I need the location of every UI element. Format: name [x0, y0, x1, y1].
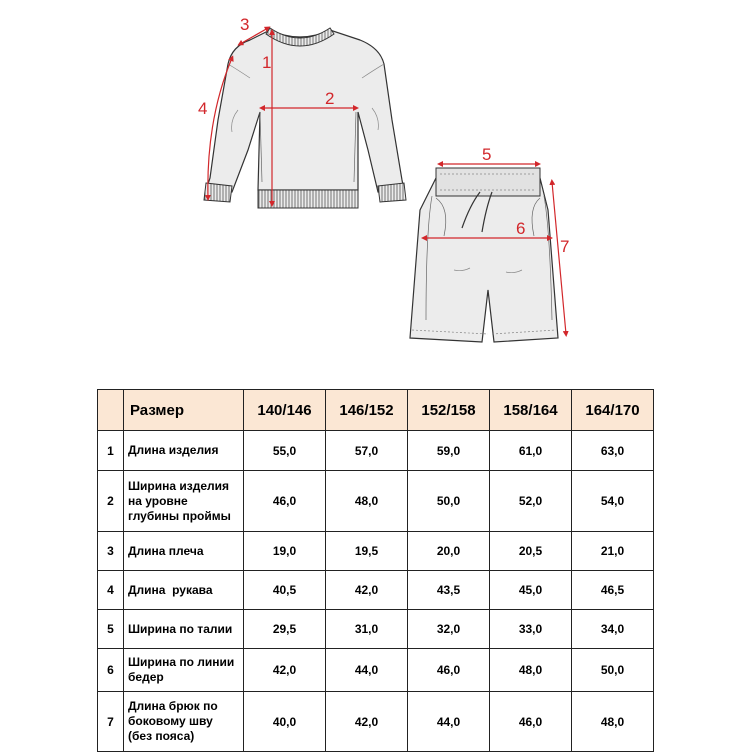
row-number: 3 [98, 532, 124, 571]
row-value: 48,0 [572, 692, 654, 752]
marker-6: 6 [516, 219, 526, 238]
row-value: 42,0 [326, 692, 408, 752]
shorts-waistband [436, 168, 540, 196]
row-value: 29,5 [244, 610, 326, 649]
row-value: 44,0 [408, 692, 490, 752]
row-value: 61,0 [490, 431, 572, 471]
marker-3: 3 [240, 15, 250, 34]
table-row [98, 431, 654, 471]
table-row [98, 610, 654, 649]
row-value: 50,0 [572, 649, 654, 692]
table-row [98, 571, 654, 610]
row-value: 52,0 [490, 471, 572, 532]
row-value: 46,0 [408, 649, 490, 692]
marker-4: 4 [198, 99, 208, 118]
row-value: 63,0 [572, 431, 654, 471]
header-size-2: 146/152 [326, 390, 408, 431]
table-row [98, 532, 654, 571]
header-number-cell [98, 390, 124, 431]
row-value: 21,0 [572, 532, 654, 571]
row-number: 7 [98, 692, 124, 752]
header-size-5: 164/170 [572, 390, 654, 431]
row-label: Ширина по линии бедер [124, 649, 244, 692]
row-value: 19,5 [326, 532, 408, 571]
row-label: Ширина изделия на уровне глубины проймы [124, 471, 244, 532]
row-value: 44,0 [326, 649, 408, 692]
row-value: 59,0 [408, 431, 490, 471]
table-header-row [98, 390, 654, 431]
row-value: 46,0 [490, 692, 572, 752]
sweatshirt-waistband [258, 190, 358, 208]
row-value: 20,5 [490, 532, 572, 571]
row-value: 46,5 [572, 571, 654, 610]
row-value: 54,0 [572, 471, 654, 532]
row-value: 19,0 [244, 532, 326, 571]
row-number: 4 [98, 571, 124, 610]
row-value: 48,0 [326, 471, 408, 532]
table-row [98, 649, 654, 692]
row-value: 42,0 [244, 649, 326, 692]
row-value: 20,0 [408, 532, 490, 571]
row-value: 50,0 [408, 471, 490, 532]
row-value: 33,0 [490, 610, 572, 649]
shorts-drawing [410, 168, 558, 342]
marker-2: 2 [325, 89, 335, 108]
row-value: 48,0 [490, 649, 572, 692]
header-size-3: 152/158 [408, 390, 490, 431]
row-number: 5 [98, 610, 124, 649]
marker-1: 1 [262, 53, 272, 72]
row-label: Ширина по талии [124, 610, 244, 649]
row-number: 2 [98, 471, 124, 532]
row-value: 34,0 [572, 610, 654, 649]
row-value: 32,0 [408, 610, 490, 649]
marker-5: 5 [482, 145, 492, 164]
sweatshirt-right-cuff [378, 183, 406, 202]
size-chart-table [97, 389, 654, 752]
row-value: 40,5 [244, 571, 326, 610]
row-number: 6 [98, 649, 124, 692]
marker-7: 7 [560, 237, 570, 256]
row-value: 57,0 [326, 431, 408, 471]
row-value: 43,5 [408, 571, 490, 610]
row-value: 42,0 [326, 571, 408, 610]
row-label: Длина рукава [124, 571, 244, 610]
header-size-label: Размер [124, 390, 244, 431]
header-size-4: 158/164 [490, 390, 572, 431]
row-value: 40,0 [244, 692, 326, 752]
row-value: 31,0 [326, 610, 408, 649]
row-value: 46,0 [244, 471, 326, 532]
row-number: 1 [98, 431, 124, 471]
header-size-1: 140/146 [244, 390, 326, 431]
row-value: 55,0 [244, 431, 326, 471]
row-label: Длина изделия [124, 431, 244, 471]
table-row [98, 471, 654, 532]
row-label: Длина плеча [124, 532, 244, 571]
row-label: Длина брюк по боковому шву (без пояса) [124, 692, 244, 752]
sweatshirt-drawing [204, 28, 406, 208]
row-value: 45,0 [490, 571, 572, 610]
table-row [98, 692, 654, 752]
